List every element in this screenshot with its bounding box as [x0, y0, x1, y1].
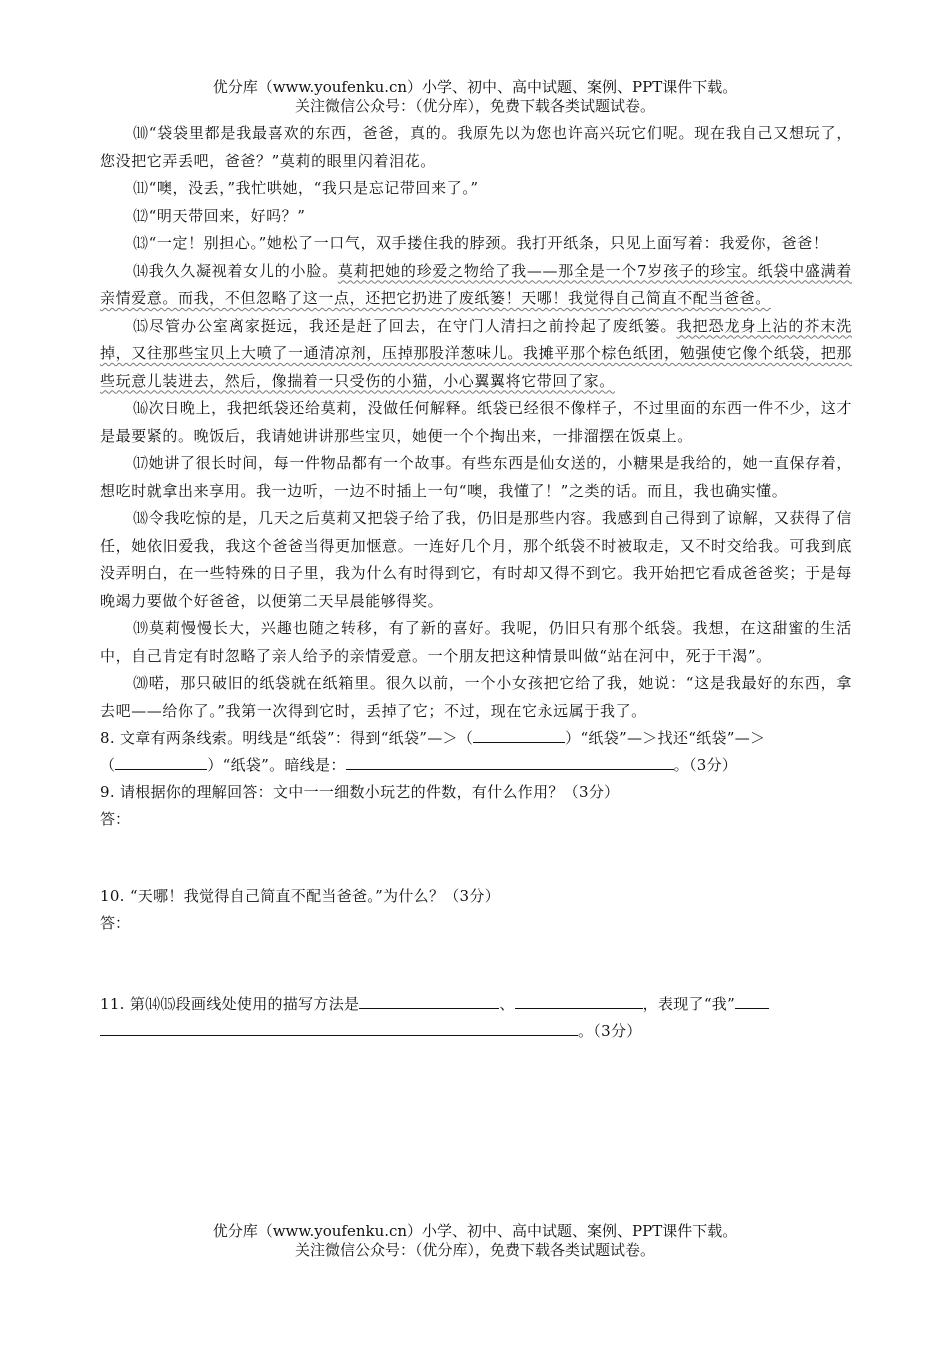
q9-answer-label: 答： — [100, 810, 131, 828]
header-line-1: 优分库（www.youfenku.cn）小学、初中、高中试题、案例、PPT课件下载。 — [212, 78, 738, 96]
paragraph-15-underlined: 我把恐龙身上沾的芥末洗掉，又往那些宝贝上大喷了一通清凉剂，压掉那股洋葱味儿。我摊平那个棕色纸团，勉强使它像个纸袋，把那些玩意儿装进去，然后，像揣着一只受伤的小猫，小心翼翼将它带回了家。 — [100, 316, 852, 390]
paragraph-14-lead: ⒁我久久凝视着女儿的小脸。 — [133, 261, 338, 280]
q10-text: 10. “天哪！我觉得自己简直不配当爸爸。”为什么？（3分） — [100, 887, 501, 905]
paragraph-16: ⒃次日晚上，我把纸袋还给莫莉，没做任何解释。纸袋已经很不像样子，不过里面的东西一件不少，这才是最要紧的。晚饭后，我请她讲讲那些宝贝，她便一个个掏出来，一排溜摆在饭桌上。 — [100, 399, 852, 445]
paragraph-10: ⑽“袋袋里都是我最喜欢的东西，爸爸，真的。我原先以为您也许高兴玩它们呢。现在我自己又想玩了，您没把它弄丢吧，爸爸？”莫莉的眼里闪着泪花。 — [100, 124, 852, 170]
paragraph-14-underlined: 莫莉把她的珍爱之物给了我——那全是一个7岁孩子的珍宝。纸袋中盛满着亲情爱意。而我，不但忽略了这一点，还把它扔进了废纸篓！天哪！我觉得自己简直不配当爸爸。 — [100, 261, 852, 307]
paragraph-14 — [100, 258, 852, 313]
q10-answer-label: 答： — [100, 914, 131, 932]
q10-answer-space[interactable] — [100, 937, 852, 991]
q8-text-d: ）“纸袋”。暗线是： — [207, 756, 346, 774]
q11-text-d: 。（3分） — [578, 1022, 642, 1040]
q8-text-b: ）“纸袋”—＞找还“纸袋”—＞ — [565, 729, 766, 747]
question-10 — [100, 883, 852, 991]
page-header — [0, 78, 950, 116]
q8-text-a: 8. 文章有两条线索。明线是“纸袋”：得到“纸袋”—＞（ — [100, 729, 474, 747]
q8-blank-2[interactable] — [115, 753, 207, 770]
q9-answer-space[interactable] — [100, 833, 852, 883]
paragraph-12: ⑿“明天带回来，好吗？” — [133, 206, 306, 225]
q11-blank-4[interactable] — [100, 1019, 578, 1036]
q8-text-c: （ — [100, 756, 116, 774]
q9-text: 9. 请根据你的理解回答：文中一一细数小玩艺的件数，有什么作用？（3分） — [100, 783, 620, 801]
document-body — [100, 120, 852, 1045]
q8-text-e: 。（3分） — [673, 756, 738, 774]
paragraph-15 — [100, 313, 852, 396]
paragraph-17: ⒄她讲了很长时间，每一件物品都有一个故事。有些东西是仙女送的，小糖果是我给的，她一直保存着，想吃时就拿出来享用。我一边听，一边不时插上一句“噢，我懂了！”之类的话。而且，我也确实懂。 — [100, 454, 852, 500]
q8-blank-3[interactable] — [346, 753, 674, 770]
paragraph-15-lead: ⒂尽管办公室离家挺远，我还是赶了回去，在守门人清扫之前拎起了废纸篓。 — [133, 316, 677, 335]
question-8 — [100, 725, 852, 779]
q11-blank-1[interactable] — [359, 992, 499, 1009]
q11-text-b: 、 — [499, 995, 515, 1013]
header-line-2: 关注微信公众号：（优分库），免费下载各类试题试卷。 — [294, 97, 655, 115]
paragraph-11: ⑾“噢，没丢，”我忙哄她，“我只是忘记带回来了。” — [133, 179, 479, 197]
q11-blank-3[interactable] — [735, 992, 769, 1009]
q11-blank-2[interactable] — [515, 992, 643, 1009]
question-11 — [100, 991, 852, 1045]
q11-text-a: 11. 第⒁⒂段画线处使用的描写方法是 — [100, 995, 360, 1013]
q8-blank-1[interactable] — [473, 726, 565, 743]
question-9 — [100, 779, 852, 883]
q11-text-c: ，表现了“我” — [642, 995, 736, 1013]
paragraph-20: ⒇喏，那只破旧的纸袋就在纸箱里。很久以前，一个小女孩把它给了我，她说：“这是我最好的东西，拿去吧——给你了。”我第一次得到它时，丢掉了它；不过，现在它永远属于我了。 — [100, 674, 852, 720]
paragraph-13: ⒀“一定！别担心。”她松了一口气，双手搂住我的脖颈。我打开纸条，只见上面写着：我爱你，爸爸！ — [133, 234, 829, 252]
page-footer — [0, 1222, 950, 1260]
paragraph-18: ⒅令我吃惊的是，几天之后莫莉又把袋子给了我，仍旧是那些内容。我感到自己得到了谅解，又获得了信任，她依旧爱我，我这个爸爸当得更加惬意。一连好几个月，那个纸袋不时被取走，又不时交给我。可我到底没弄明白，在一些特殊的日子里，我为什么有时得到它，有时却又得不到它。我开始把它看成爸爸奖；于是每晚竭力要做个好爸爸，以便第二天早晨能够得奖。 — [100, 509, 852, 610]
footer-line-2: 关注微信公众号：（优分库），免费下载各类试题试卷。 — [294, 1241, 655, 1259]
paragraph-19: ⒆莫莉慢慢长大，兴趣也随之转移，有了新的喜好。我呢，仍旧只有那个纸袋。我想，在这甜蜜的生活中，自己肯定有时忽略了亲人给予的亲情爱意。一个朋友把这种情景叫做“站在河中，死于干渴”。 — [100, 619, 852, 665]
footer-line-1: 优分库（www.youfenku.cn）小学、初中、高中试题、案例、PPT课件下载。 — [212, 1222, 738, 1240]
